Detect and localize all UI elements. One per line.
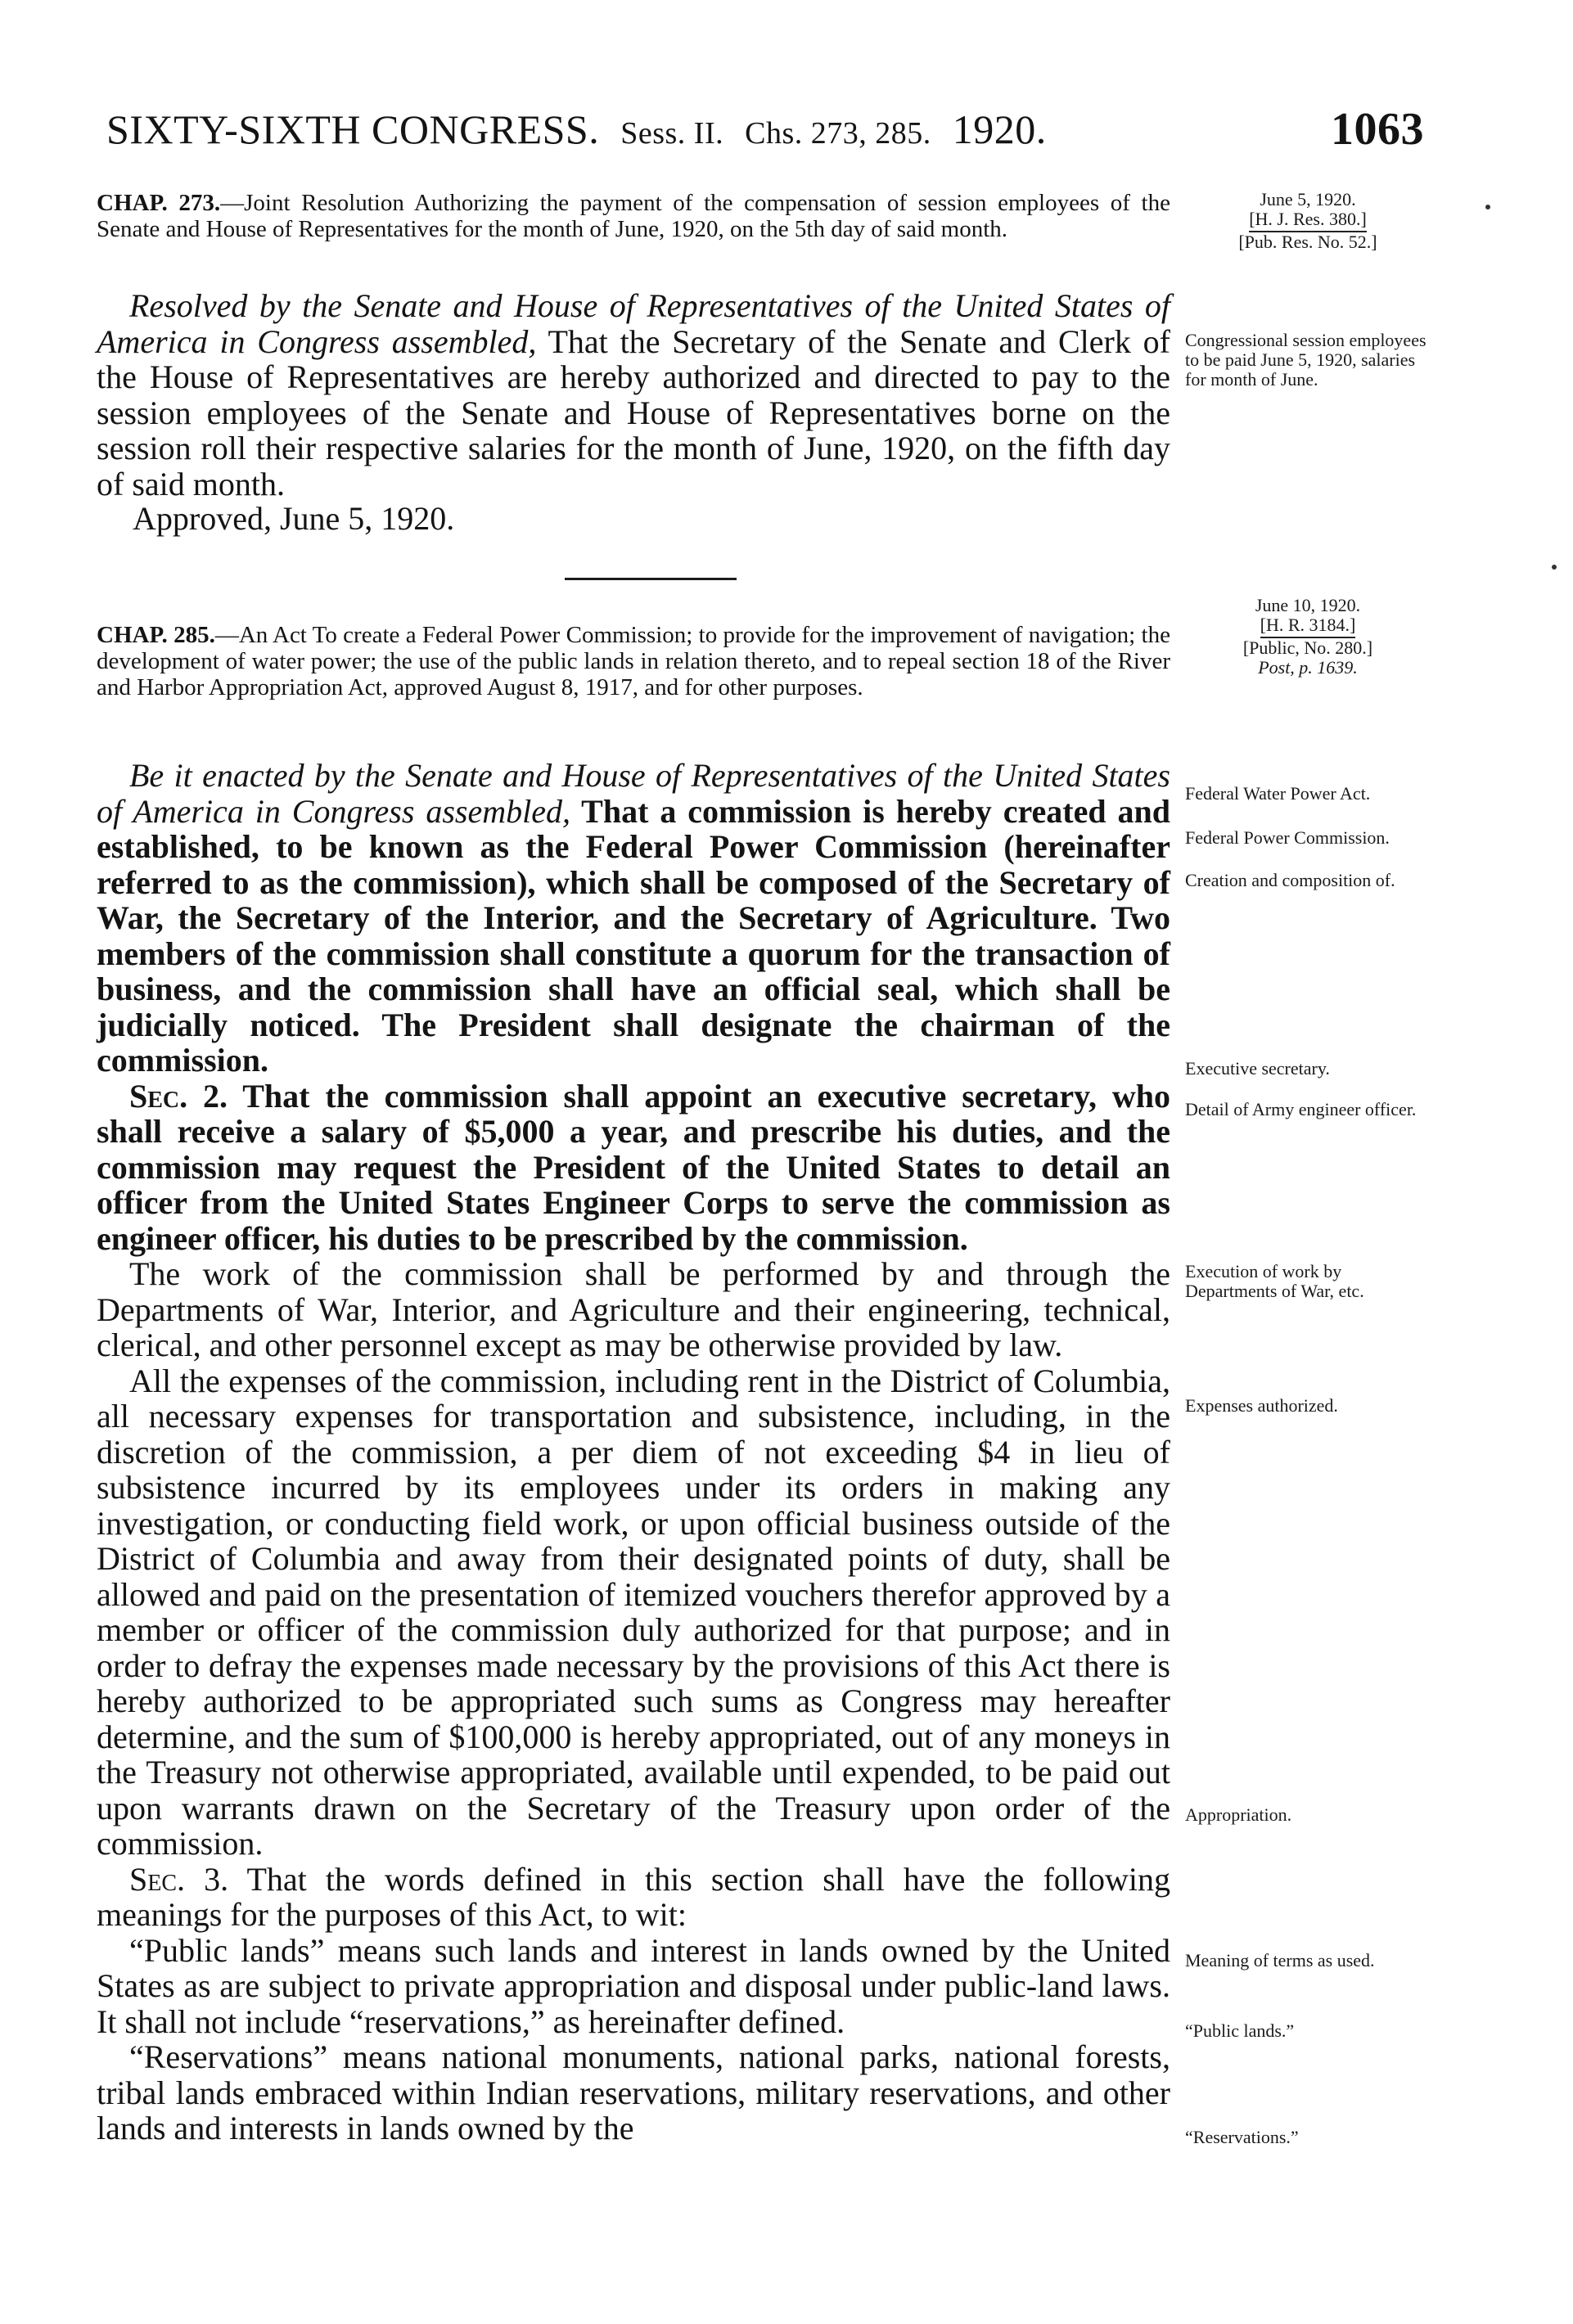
section-2-text: That the commission shall appoint an executive secretary, who shall receive a salary of $5,000 a year, and prescribe his duties, and the commission may request the President of the United States to detail an officer from the United States Engineer Corps to serve the commission as engineer officer, his duties to be prescribed by the commission. [97,1077,1170,1257]
chap-273-label: CHAP. 273. [97,190,221,216]
chapter-divider [565,578,737,580]
paragraph-expenses: All the expenses of the commission, including rent in the District of Columbia, all necessary expenses for transportation and subsistence, including, in the discretion of the commission, a per diem of not exceeding $4 in lieu of subsistence incurred by its employees under its orders in making any investigation, or conducting field work, or upon official business outside of the District of Columbia and away from their designated points of duty, shall be allowed and paid on the presentation of itemized vouchers therefor approved by a member or officer of the commission duly authorized for that purpose; and in order to defray the expenses made necessary by the provisions of this Act there is hereby authorized to be appropriated such sums as Congress may hereafter determine, and the sum of $100,000 is hereby appropriated, out of any moneys in the Treasury not otherwise appropriated, available until expended, to be paid out upon warrants drawn on the Secretary of the Treasury upon order of the commission. [97,1362,1170,1862]
chap-285-caption [97,622,1170,700]
margin-note-public-lands: “Public lands.” [1185,2020,1295,2041]
chap-273-body [97,288,1170,502]
running-head [106,105,1424,158]
paragraph-work-of-commission: The work of the commission shall be performed by and through the Departments of War, Interior, and Agriculture and their engineering, technical, clerical, and other personnel except as may be otherwise provided by law. [97,1255,1170,1363]
chap-285-margin-citation [1185,596,1431,678]
chap-273-caption [97,190,1170,242]
session-label: Sess. II. [620,116,724,151]
definition-reservations: “Reservations” means national monuments, national parks, national forests, tribal lands embraced within Indian reservations, military reservations, and other lands and interests in lands owned by the [97,2038,1170,2146]
chap-285-post-ref: Post, p. 1639. [1258,657,1358,678]
year-label: 1920. [952,106,1047,152]
chap-273-approved: Approved, June 5, 1920. [133,500,455,537]
chap-285-caption-text: —An Act To create a Federal Power Commission; to provide for the improvement of navigation; the development of water power; the use of the public lands in relation thereto, and to repeal section 18 of the River and Harbor Appropriation Act, approved August 8, 1917, and for other purposes. [97,622,1170,700]
chap-285-label: CHAP. 285. [97,622,215,648]
scan-speck [1552,565,1557,570]
margin-note-expenses-authorized: Expenses authorized. [1185,1395,1338,1416]
margin-note-creation: Creation and composition of. [1185,870,1395,890]
scan-speck [1485,205,1490,209]
margin-note-executive-secretary: Executive secretary. [1185,1058,1330,1079]
chap-273-enacting-clause: Resolved by the Senate and House of Representatives of the United States of America in Congress assembled, [97,287,1170,360]
chap-285-body [97,758,1170,2146]
chap-285-section-1: That a commission is hereby created and established, to be known as the Federal Power Commission (hereinafter referred to as the commission), which shall be composed of the Secretary of War, the Secretary of the Interior, and the Secretary of Agriculture. Two members of the commission shall constitute a quorum for the transaction of business, and the commission shall have an official seal, which shall be judicially noticed. The President shall designate the chairman of the commission. [97,792,1170,1079]
margin-note-execution-of-work: Execution of work by Departments of War, etc. [1185,1261,1364,1301]
margin-note-reservations: “Reservations.” [1185,2127,1299,2147]
section-3-label: Sec. 3. [129,1860,229,1898]
chap-273-pub: [Pub. Res. No. 52.] [1238,232,1377,252]
chapters-label: Chs. 273, 285. [745,116,931,151]
margin-note-appropriation: Appropriation. [1185,1804,1292,1825]
congress-title: SIXTY-SIXTH CONGRESS. [106,106,600,152]
chap-273-caption-text: —Joint Resolution Authorizing the payment of the compensation of session employees of the Senate and House of Representatives for the month of June, 1920, on the 5th day of said month. [97,190,1170,242]
chap-273-margin-citation [1185,190,1431,252]
chap-285-bill: [H. R. 3184.] [1260,615,1356,638]
margin-note-session-employees: Congressional session employees to be paid June 5, 1920, salaries for month of June. [1185,330,1427,390]
margin-note-meaning-of-terms: Meaning of terms as used. [1185,1950,1375,1970]
page-number: 1063 [1331,104,1424,155]
definition-public-lands: “Public lands” means such lands and interest in lands owned by the United States as are subject to private appropriation and disposal under public-land laws. It shall not include “reservations,” as hereinafter defined. [97,1931,1170,2040]
margin-note-federal-power-commission: Federal Power Commission. [1185,827,1390,848]
chap-273-bill: [H. J. Res. 380.] [1249,209,1367,232]
chap-273-body-text: That the Secretary of the Senate and Clerk of the House of Representatives are hereby authorized and directed to pay to the session employees of the Senate and House of Representatives borne on the session roll their respective salaries for the month of June, 1920, on the fifth day of said month. [97,322,1170,502]
section-2-label: Sec. 2. [129,1077,228,1115]
margin-note-federal-water-power-act: Federal Water Power Act. [1185,783,1371,804]
chap-273-date: June 5, 1920. [1260,189,1356,209]
section-3-text: That the words defined in this section shall have the following meanings for the purposes of this Act, to wit: [97,1860,1170,1933]
chap-285-enacting-clause: Be it enacted by the Senate and House of Representatives of the United States of America in Congress assembled, [97,757,1170,830]
chap-285-date: June 10, 1920. [1255,595,1361,615]
chap-285-public: [Public, No. 280.] [1242,637,1373,658]
margin-note-army-engineer: Detail of Army engineer officer. [1185,1099,1417,1119]
